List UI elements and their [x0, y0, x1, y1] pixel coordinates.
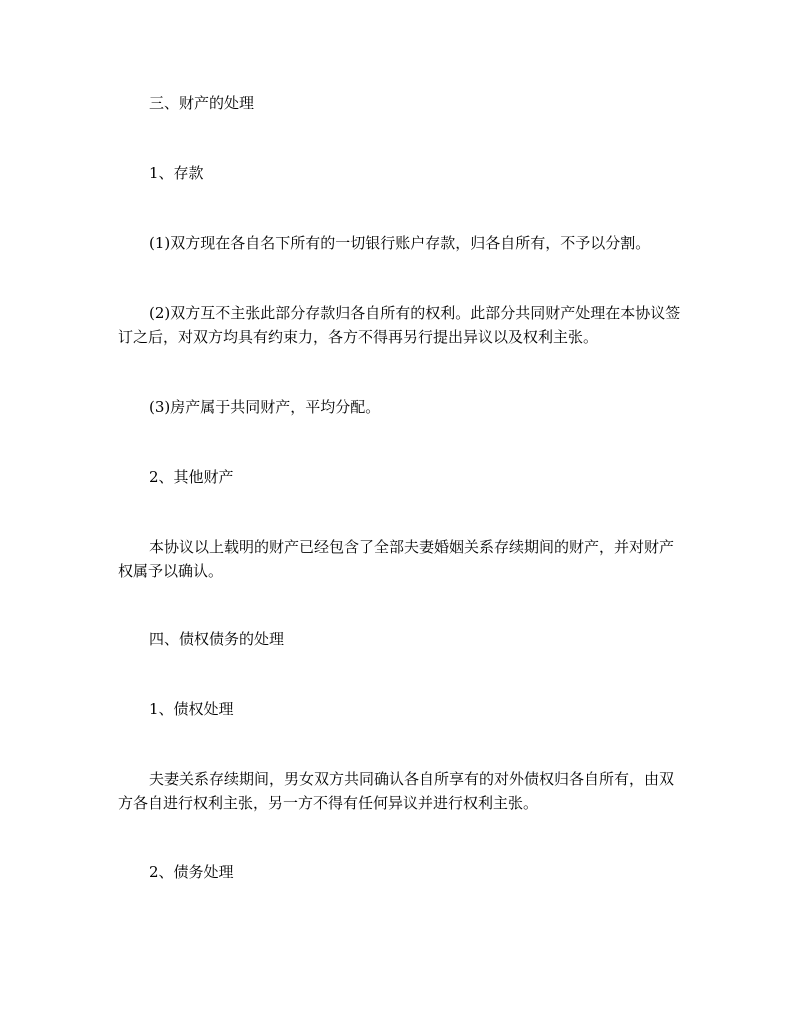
subheading-debts: 2、债务处理 — [149, 863, 234, 881]
section-heading-debts: 四、债权债务的处理 — [149, 630, 285, 648]
paragraph-deposit-clause-1: (1)双方现在各自名下所有的一切银行账户存款，归各自所有，不予以分割。 — [149, 234, 651, 252]
paragraph-claims-clause: 夫妻关系存续期间，男女双方共同确认各自所享有的对外债权归各自所有，由双方各自进行权利主张，另一方不得有任何异议并进行权利主张。 — [118, 770, 675, 812]
paragraph-deposit-clause-3: (3)房产属于共同财产，平均分配。 — [149, 398, 381, 416]
subheading-other-property: 2、其他财产 — [149, 468, 234, 486]
paragraph-property-confirmation: 本协议以上载明的财产已经包含了全部夫妻婚姻关系存续期间的财产，并对财产权属予以确认。 — [118, 538, 675, 580]
section-heading-property: 三、财产的处理 — [149, 94, 255, 112]
subheading-claims: 1、债权处理 — [149, 700, 234, 718]
subheading-deposits: 1、存款 — [149, 164, 204, 182]
paragraph-deposit-clause-2: (2)双方互不主张此部分存款归各自所有的权利。此部分共同财产处理在本协议签订之后，对双方均具有约束力，各方不得再另行提出异议以及权利主张。 — [118, 304, 681, 346]
